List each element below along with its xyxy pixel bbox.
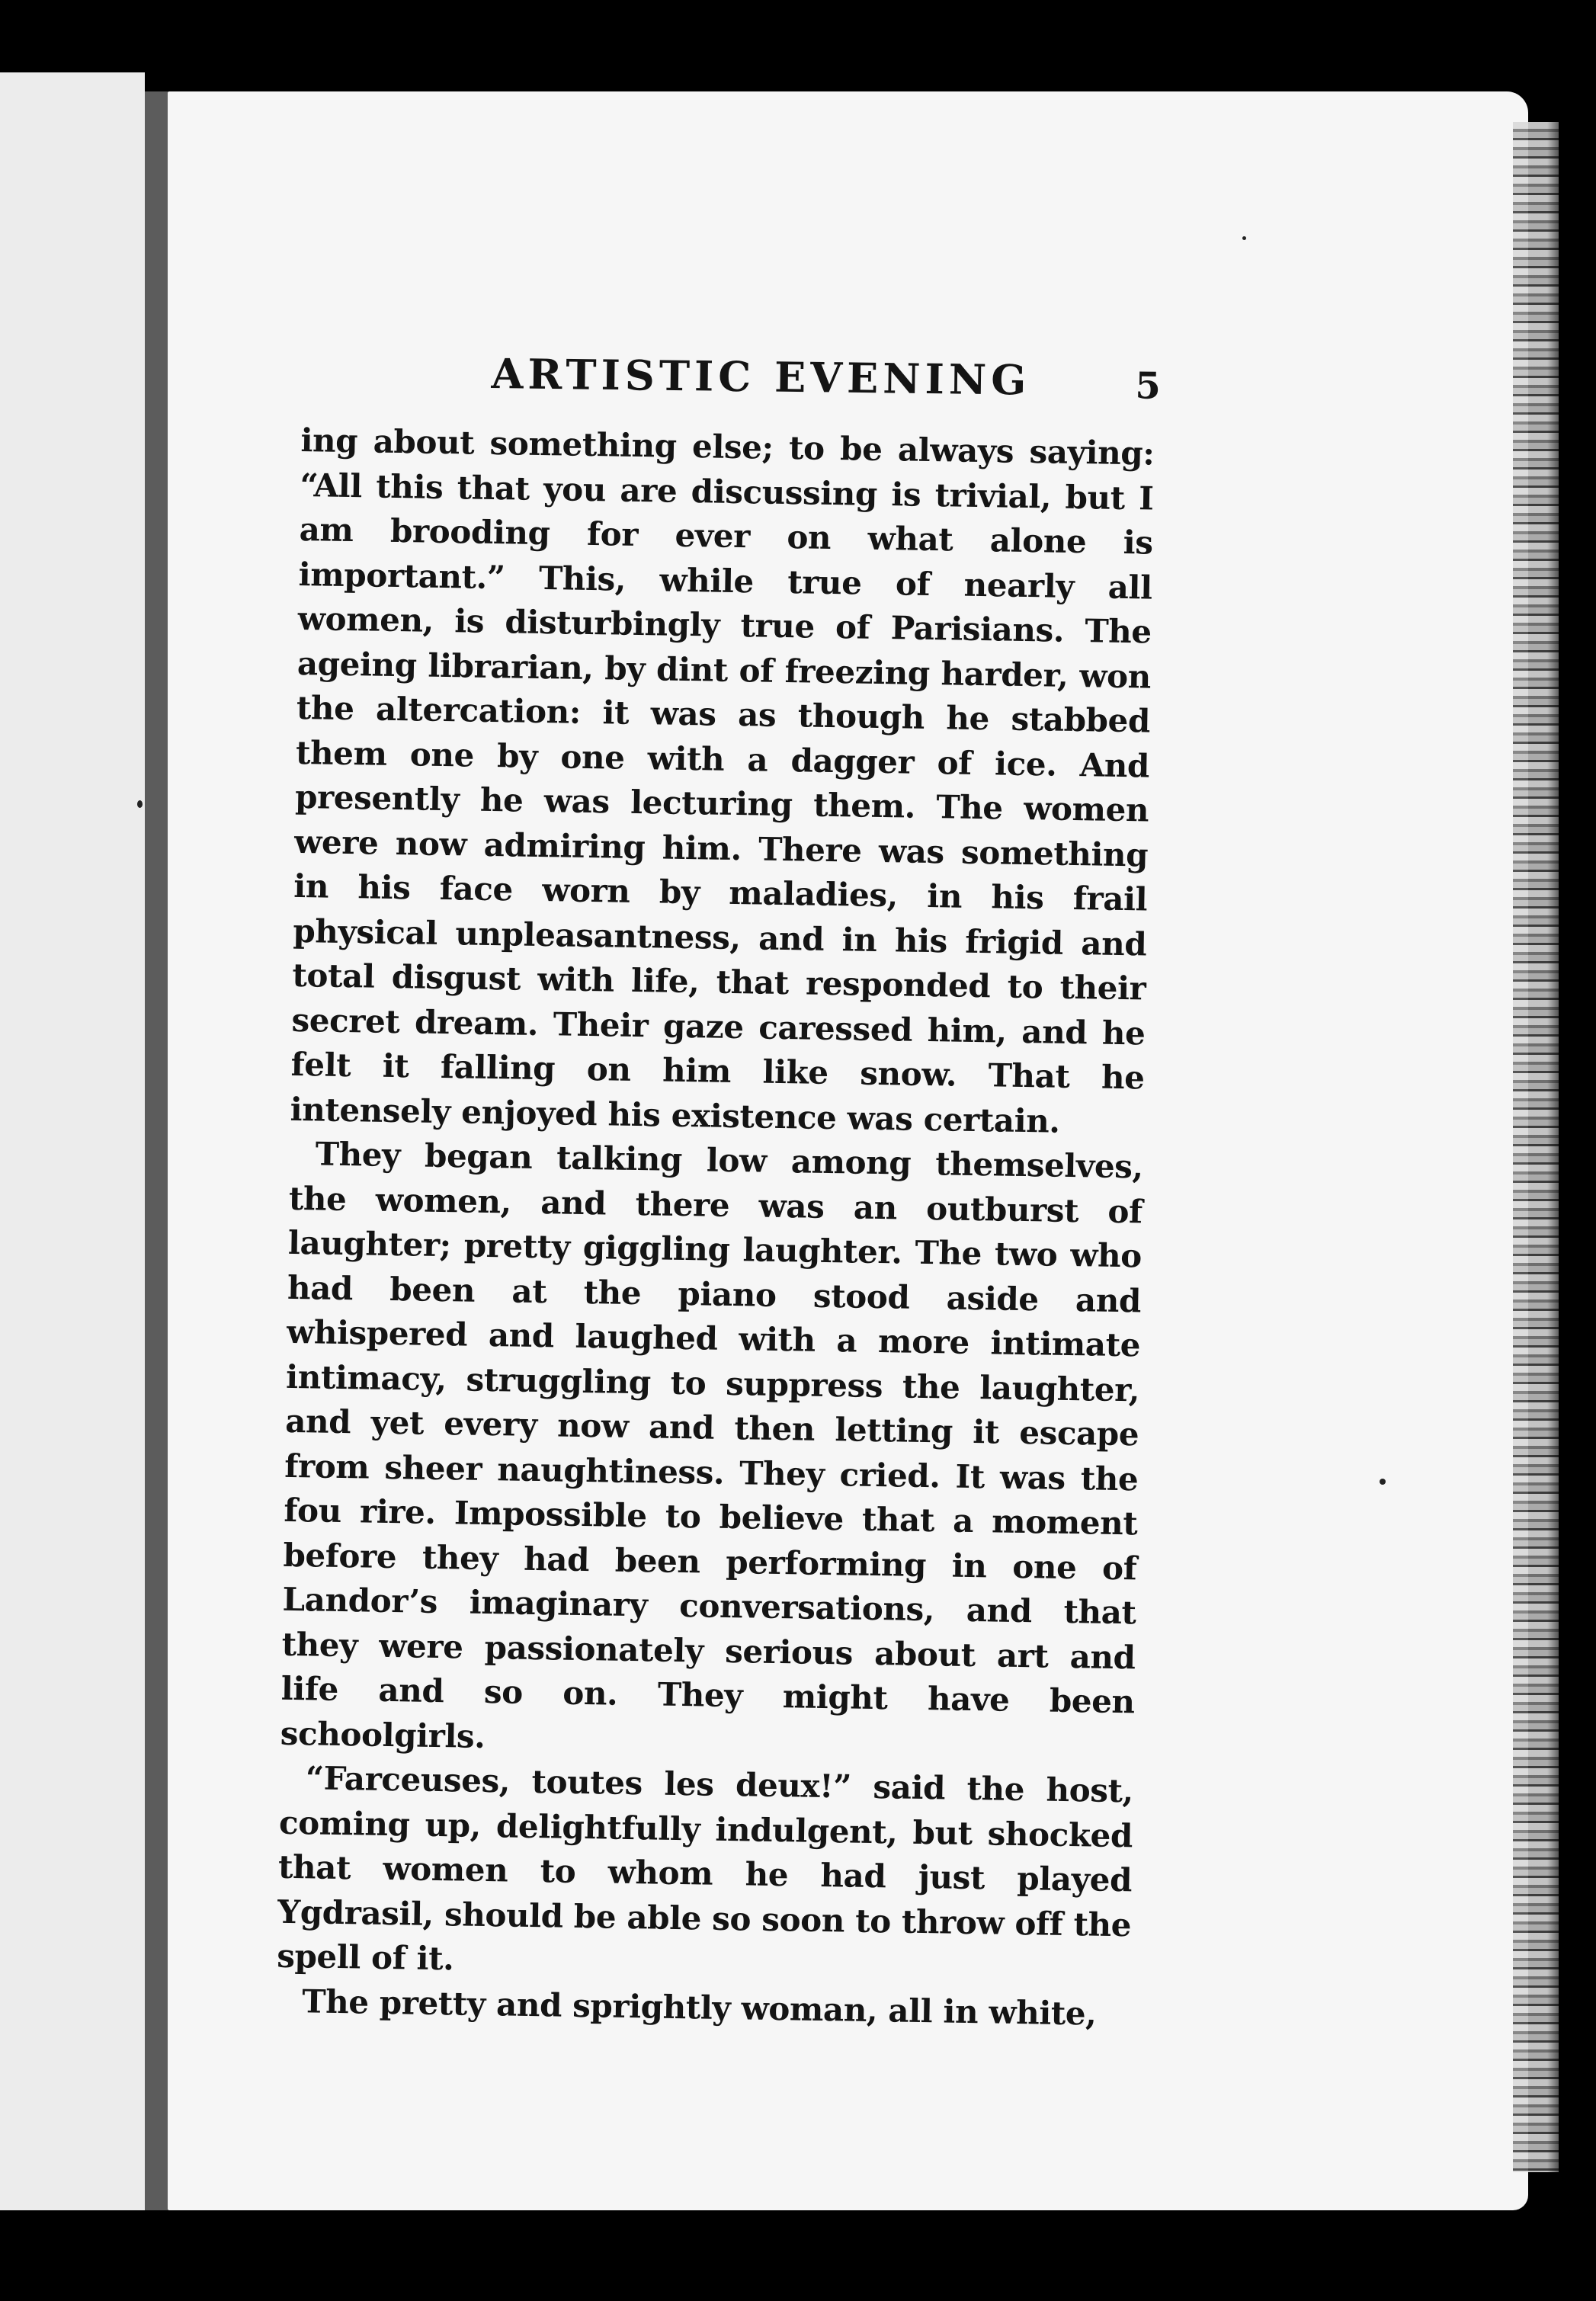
book-gutter — [145, 91, 168, 2210]
dust-speck — [1380, 1479, 1386, 1485]
left-page-fragment — [0, 72, 145, 2210]
paragraph: “Farceuses, toutes les deux!” said the host, coming up, delightfully indulgent, but shocked that women to whom he had just played Ygdrasil, should be able so soon to throw off the spell of it. — [276, 1759, 1134, 1978]
paragraph: They began talking low among themselves, the women, and there was an outburst of laughter; pretty giggling laughter. The two who had been at the piano stood aside and whispered and laughed with a more intimate intimacy, struggling to suppress the laughter, and yet every now and then letting it escape from sheer naughtiness. They cried. It was the fou rire. Impossible to believe that a moment before they had been performing in one of Landor’s imaginary conversations, and that they were passionately serious about art and life and so on. They might have been schoolgirls. — [280, 1135, 1144, 1755]
paragraph: The pretty and sprightly woman, all in white, — [302, 1982, 1097, 2033]
dust-speck — [137, 800, 143, 808]
dust-speck — [1242, 236, 1246, 240]
body-text — [276, 418, 1155, 2037]
running-title: ARTISTIC EVENING — [491, 349, 1031, 405]
page-content — [276, 347, 1162, 2033]
page-edge-shadow — [1547, 122, 1570, 2172]
page-number: 5 — [1135, 364, 1162, 408]
page-header — [300, 347, 1162, 418]
paragraph: ing about something else; to be always saying: “All this that you are discussing is trivial, but I am brooding for ever on what alone is important.” This, while true of nearly all women, is disturbingly true of Parisians. The ageing librarian, by dint of freezing harder, won the altercation: it was as though he stabbed them one by one with a dagger of ice. And presently he was lecturing them. The women were now admiring him. There was something in his face worn by maladies, in his frail physical unpleasantness, and in his frigid and total disgust with life, that responded to their secret dream. Their gaze caressed him, and he felt it falling on him like snow. That he intensely enjoyed his existence was certain. — [290, 421, 1155, 1140]
